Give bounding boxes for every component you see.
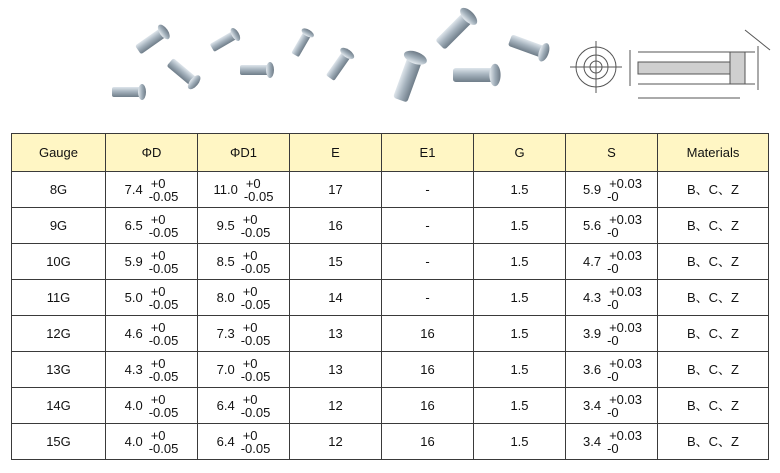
cell-gauge: 11G bbox=[12, 280, 106, 316]
cell-materials: B、C、Z bbox=[658, 388, 769, 424]
cell-e: 15 bbox=[290, 244, 382, 280]
cell-gauge: 8G bbox=[12, 172, 106, 208]
cell-g: 1.5 bbox=[474, 316, 566, 352]
cell-d1 bbox=[198, 352, 290, 388]
cell-e: 16 bbox=[290, 208, 382, 244]
cell-d bbox=[106, 316, 198, 352]
cell-gauge: 13G bbox=[12, 352, 106, 388]
table-row bbox=[12, 388, 769, 424]
cell-d bbox=[106, 208, 198, 244]
cell-e1: 16 bbox=[382, 352, 474, 388]
cell-e: 14 bbox=[290, 280, 382, 316]
tolerance-value: 4.3 +0 -0.05 bbox=[124, 355, 179, 384]
tolerance-value: 4.6 +0 -0.05 bbox=[124, 319, 179, 348]
cell-d1 bbox=[198, 280, 290, 316]
table-header-row bbox=[12, 134, 769, 172]
header-e: E bbox=[290, 134, 382, 172]
cell-e: 12 bbox=[290, 388, 382, 424]
cell-materials: B、C、Z bbox=[658, 316, 769, 352]
tolerance-value: 4.3 +0.03 -0 bbox=[583, 283, 642, 312]
header-s: S bbox=[566, 134, 658, 172]
cell-s bbox=[566, 388, 658, 424]
cell-materials: B、C、Z bbox=[658, 172, 769, 208]
header-e1: E1 bbox=[382, 134, 474, 172]
cell-s bbox=[566, 316, 658, 352]
cell-gauge: 10G bbox=[12, 244, 106, 280]
tolerance-value: 7.0 +0 -0.05 bbox=[216, 355, 271, 384]
tolerance-value: 5.6 +0.03 -0 bbox=[583, 211, 642, 240]
tolerance-value: 5.9 +0 -0.05 bbox=[124, 247, 179, 276]
table-row bbox=[12, 316, 769, 352]
cell-d1 bbox=[198, 388, 290, 424]
cell-d1 bbox=[198, 172, 290, 208]
specification-table bbox=[11, 133, 769, 460]
cell-materials: B、C、Z bbox=[658, 208, 769, 244]
cell-e: 17 bbox=[290, 172, 382, 208]
cell-e: 13 bbox=[290, 316, 382, 352]
cell-e1: - bbox=[382, 244, 474, 280]
table-row bbox=[12, 424, 769, 460]
cell-materials: B、C、Z bbox=[658, 424, 769, 460]
tolerance-value: 3.9 +0.03 -0 bbox=[583, 319, 642, 348]
table-row bbox=[12, 208, 769, 244]
cell-e: 13 bbox=[290, 352, 382, 388]
cell-d bbox=[106, 244, 198, 280]
cell-s bbox=[566, 352, 658, 388]
cell-g: 1.5 bbox=[474, 388, 566, 424]
table-row bbox=[12, 352, 769, 388]
cell-g: 1.5 bbox=[474, 208, 566, 244]
tolerance-value: 4.0 +0 -0.05 bbox=[124, 391, 179, 420]
header-d1: ΦD1 bbox=[198, 134, 290, 172]
cell-e1: 16 bbox=[382, 316, 474, 352]
rivet-nut-photo bbox=[112, 5, 552, 104]
cell-d1 bbox=[198, 424, 290, 460]
cell-s bbox=[566, 172, 658, 208]
cell-materials: B、C、Z bbox=[658, 352, 769, 388]
cell-gauge: 9G bbox=[12, 208, 106, 244]
cell-d bbox=[106, 388, 198, 424]
tolerance-value: 9.5 +0 -0.05 bbox=[216, 211, 271, 240]
cell-g: 1.5 bbox=[474, 280, 566, 316]
table-row bbox=[12, 172, 769, 208]
cell-e1: - bbox=[382, 172, 474, 208]
cell-materials: B、C、Z bbox=[658, 280, 769, 316]
cell-g: 1.5 bbox=[474, 244, 566, 280]
header-gauge: Gauge bbox=[12, 134, 106, 172]
tolerance-value: 11.0 +0 -0.05 bbox=[213, 175, 274, 204]
tolerance-value: 3.4 +0.03 -0 bbox=[583, 391, 642, 420]
cell-g: 1.5 bbox=[474, 424, 566, 460]
technical-drawing bbox=[570, 30, 770, 98]
cell-d bbox=[106, 172, 198, 208]
cell-d bbox=[106, 352, 198, 388]
cell-materials: B、C、Z bbox=[658, 244, 769, 280]
table-row bbox=[12, 244, 769, 280]
cell-d bbox=[106, 280, 198, 316]
tolerance-value: 4.7 +0.03 -0 bbox=[583, 247, 642, 276]
tolerance-value: 6.5 +0 -0.05 bbox=[124, 211, 179, 240]
cell-g: 1.5 bbox=[474, 352, 566, 388]
tolerance-value: 3.6 +0.03 -0 bbox=[583, 355, 642, 384]
cell-gauge: 14G bbox=[12, 388, 106, 424]
tolerance-value: 8.0 +0 -0.05 bbox=[216, 283, 271, 312]
cell-d1 bbox=[198, 316, 290, 352]
cell-e1: 16 bbox=[382, 388, 474, 424]
tolerance-value: 3.4 +0.03 -0 bbox=[583, 427, 642, 456]
tolerance-value: 7.3 +0 -0.05 bbox=[216, 319, 271, 348]
cell-d1 bbox=[198, 244, 290, 280]
tolerance-value: 7.4 +0 -0.05 bbox=[124, 175, 179, 204]
tolerance-value: 4.0 +0 -0.05 bbox=[124, 427, 179, 456]
header-d: ΦD bbox=[106, 134, 198, 172]
cell-g: 1.5 bbox=[474, 172, 566, 208]
header-materials: Materials bbox=[658, 134, 769, 172]
tolerance-value: 8.5 +0 -0.05 bbox=[216, 247, 271, 276]
cell-d1 bbox=[198, 208, 290, 244]
cell-s bbox=[566, 280, 658, 316]
tolerance-value: 5.9 +0.03 -0 bbox=[583, 175, 642, 204]
tolerance-value: 6.4 +0 -0.05 bbox=[216, 427, 271, 456]
header-g: G bbox=[474, 134, 566, 172]
tolerance-value: 5.0 +0 -0.05 bbox=[124, 283, 179, 312]
cell-d bbox=[106, 424, 198, 460]
cell-gauge: 15G bbox=[12, 424, 106, 460]
product-photo-strip bbox=[0, 0, 780, 128]
cell-s bbox=[566, 208, 658, 244]
cell-e1: 16 bbox=[382, 424, 474, 460]
table-row bbox=[12, 280, 769, 316]
cell-e1: - bbox=[382, 208, 474, 244]
cell-gauge: 12G bbox=[12, 316, 106, 352]
cell-e1: - bbox=[382, 280, 474, 316]
cell-s bbox=[566, 244, 658, 280]
tolerance-value: 6.4 +0 -0.05 bbox=[216, 391, 271, 420]
cell-e: 12 bbox=[290, 424, 382, 460]
cell-s bbox=[566, 424, 658, 460]
